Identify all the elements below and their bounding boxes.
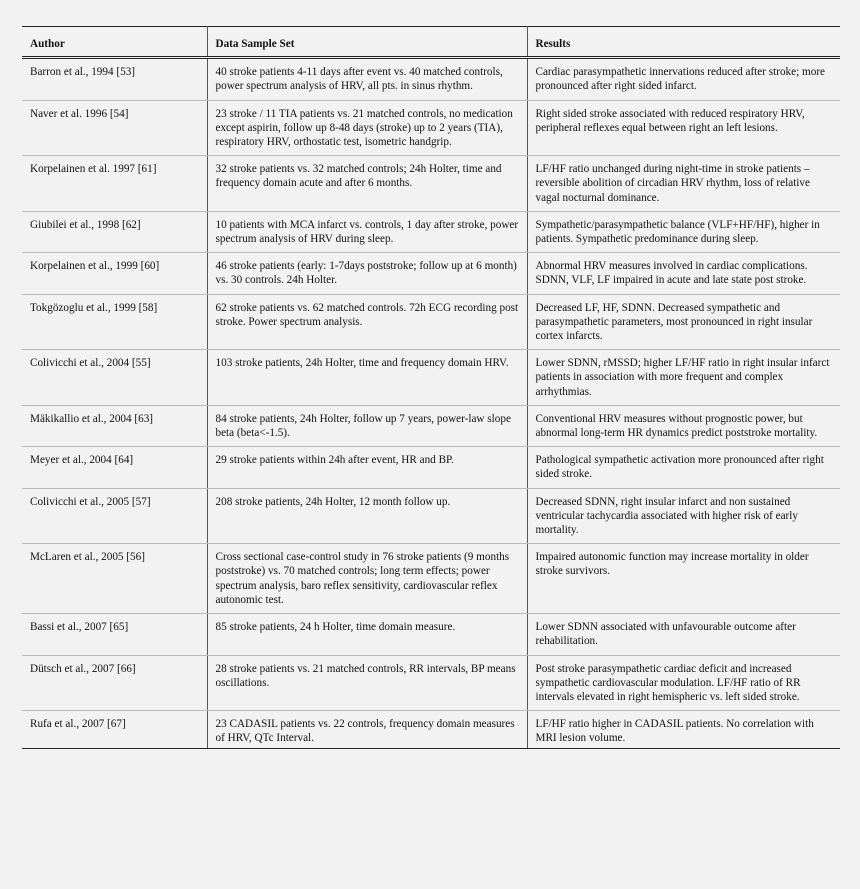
data-sample-cell: 85 stroke patients, 24 h Holter, time domain measure. [207, 614, 527, 655]
author-cell: Tokgözoglu et al., 1999 [58] [22, 294, 207, 350]
data-sample-cell: Cross sectional case-control study in 76 stroke patients (9 months poststroke) vs. 70 matched controls; long term effects; power spectrum analysis, baro reflex sensitivity, cardiovascular reflex autonomic test. [207, 544, 527, 614]
studies-table-container [22, 26, 840, 749]
author-cell: Korpelainen et al. 1997 [61] [22, 156, 207, 212]
table-header-row [22, 27, 840, 58]
data-sample-cell: 32 stroke patients vs. 32 matched controls; 24h Holter, time and frequency domain acute and after 6 months. [207, 156, 527, 212]
table-row [22, 58, 840, 100]
table-row [22, 253, 840, 294]
author-cell: Barron et al., 1994 [53] [22, 58, 207, 100]
results-cell: Sympathetic/parasympathetic balance (VLF+HF/HF), higher in patients. Sympathetic predominance during sleep. [527, 211, 840, 252]
table-row [22, 447, 840, 488]
data-sample-cell: 40 stroke patients 4-11 days after event vs. 40 matched controls, power spectrum analysis of HRV, all pts. in sinus rhythm. [207, 58, 527, 100]
results-cell: Right sided stroke associated with reduced respiratory HRV, peripheral reflexes equal between right an left lesions. [527, 100, 840, 156]
author-cell: Colivicchi et al., 2005 [57] [22, 488, 207, 544]
results-cell: Lower SDNN, rMSSD; higher LF/HF ratio in right insular infarct patients in association with more frequent and complex arrhythmias. [527, 350, 840, 406]
results-cell: Pathological sympathetic activation more pronounced after right sided stroke. [527, 447, 840, 488]
data-sample-cell: 23 CADASIL patients vs. 22 controls, frequency domain measures of HRV, QTc Interval. [207, 711, 527, 748]
results-cell: Conventional HRV measures without prognostic power, but abnormal long-term HR dynamics predict poststroke mortality. [527, 405, 840, 446]
table-row [22, 405, 840, 446]
data-sample-cell: 10 patients with MCA infarct vs. controls, 1 day after stroke, power spectrum analysis of HRV during sleep. [207, 211, 527, 252]
author-cell: Mäkikallio et al., 2004 [63] [22, 405, 207, 446]
data-sample-cell: 23 stroke / 11 TIA patients vs. 21 matched controls, no medication except aspirin, follow up 8-48 days (stroke) up to 2 years (TIA), respiratory HRV, orthostatic test, isometric handgrip. [207, 100, 527, 156]
results-cell: Abnormal HRV measures involved in cardiac complications. SDNN, VLF, LF impaired in acute and late state post stroke. [527, 253, 840, 294]
results-cell: Decreased LF, HF, SDNN. Decreased sympathetic and parasympathetic parameters, most pronounced in right insular cortex infarcts. [527, 294, 840, 350]
results-cell: Cardiac parasympathetic innervations reduced after stroke; more pronounced after right sided infarct. [527, 58, 840, 100]
table-row [22, 350, 840, 406]
table-row [22, 488, 840, 544]
data-sample-cell: 46 stroke patients (early: 1-7days poststroke; follow up at 6 month) vs. 30 controls. 24h Holter. [207, 253, 527, 294]
author-cell: McLaren et al., 2005 [56] [22, 544, 207, 614]
author-cell: Dütsch et al., 2007 [66] [22, 655, 207, 711]
results-cell: Decreased SDNN, right insular infarct and non sustained ventricular tachycardia associated with higher risk of early mortality. [527, 488, 840, 544]
table-row [22, 711, 840, 748]
header-data-sample-set: Data Sample Set [207, 27, 527, 58]
author-cell: Naver et al. 1996 [54] [22, 100, 207, 156]
table-row [22, 156, 840, 212]
data-sample-cell: 28 stroke patients vs. 21 matched controls, RR intervals, BP means oscillations. [207, 655, 527, 711]
results-cell: Post stroke parasympathetic cardiac deficit and increased sympathetic cardiovascular modulation. LF/HF ratio of RR intervals elevated in right hemispheric vs. left sided stroke. [527, 655, 840, 711]
header-results: Results [527, 27, 840, 58]
author-cell: Bassi et al., 2007 [65] [22, 614, 207, 655]
data-sample-cell: 62 stroke patients vs. 62 matched controls. 72h ECG recording post stroke. Power spectrum analysis. [207, 294, 527, 350]
table-row [22, 211, 840, 252]
data-sample-cell: 208 stroke patients, 24h Holter, 12 month follow up. [207, 488, 527, 544]
author-cell: Meyer et al., 2004 [64] [22, 447, 207, 488]
data-sample-cell: 103 stroke patients, 24h Holter, time and frequency domain HRV. [207, 350, 527, 406]
author-cell: Korpelainen et al., 1999 [60] [22, 253, 207, 294]
author-cell: Rufa et al., 2007 [67] [22, 711, 207, 748]
author-cell: Giubilei et al., 1998 [62] [22, 211, 207, 252]
table-row [22, 655, 840, 711]
studies-table [22, 26, 840, 749]
table-row [22, 614, 840, 655]
results-cell: LF/HF ratio unchanged during night-time in stroke patients – reversible abolition of circadian HRV rhythm, loss of relative vagal nocturnal dominance. [527, 156, 840, 212]
header-author: Author [30, 38, 65, 50]
table-row [22, 294, 840, 350]
table-row [22, 100, 840, 156]
data-sample-cell: 84 stroke patients, 24h Holter, follow up 7 years, power-law slope beta (beta<-1.5). [207, 405, 527, 446]
data-sample-cell: 29 stroke patients within 24h after event, HR and BP. [207, 447, 527, 488]
results-cell: LF/HF ratio higher in CADASIL patients. No correlation with MRI lesion volume. [527, 711, 840, 748]
results-cell: Impaired autonomic function may increase mortality in older stroke survivors. [527, 544, 840, 614]
results-cell: Lower SDNN associated with unfavourable outcome after rehabilitation. [527, 614, 840, 655]
table-row [22, 544, 840, 614]
author-cell: Colivicchi et al., 2004 [55] [22, 350, 207, 406]
